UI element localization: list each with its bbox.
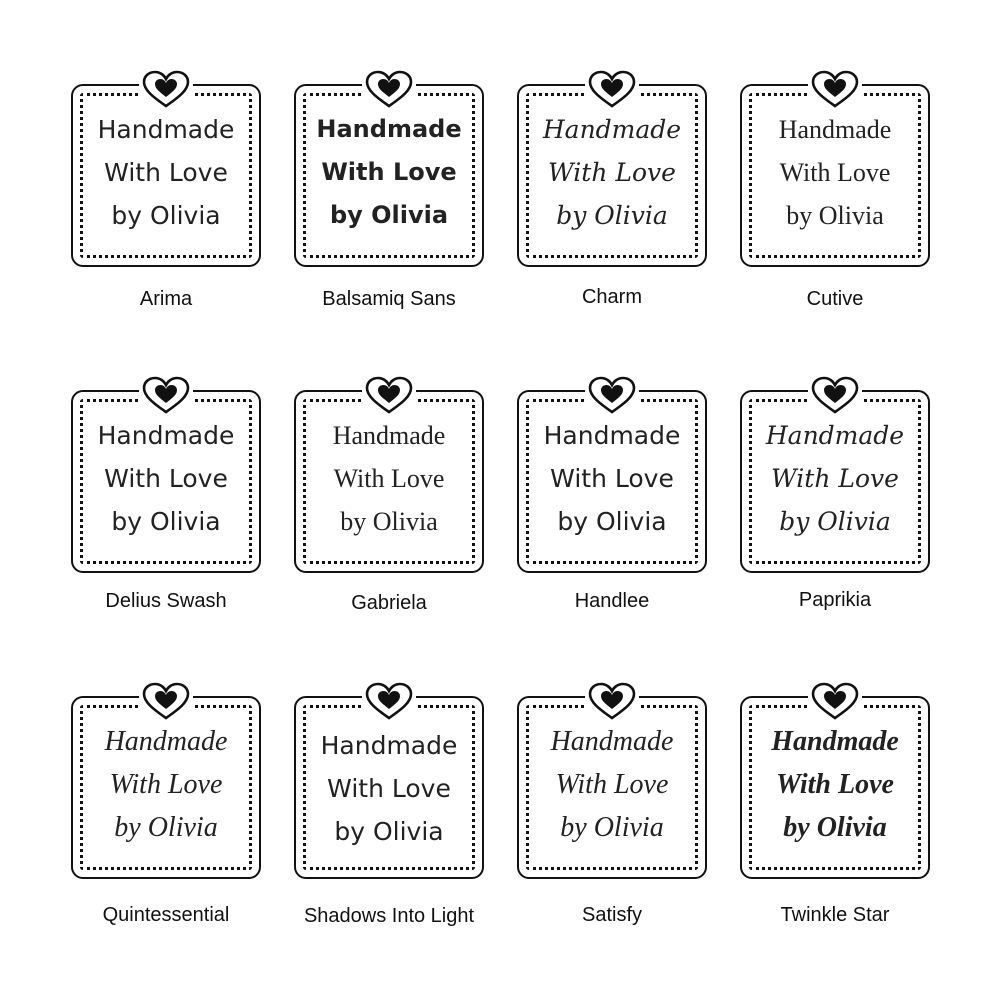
label-line-3: by Olivia xyxy=(560,812,664,843)
label-text xyxy=(294,414,484,543)
label-line-3: by Olivia xyxy=(334,817,444,846)
label-line-1: Handmade xyxy=(778,115,892,144)
label-text xyxy=(71,108,261,237)
label-line-2: With Love xyxy=(548,158,676,187)
label-line-1: Handmade xyxy=(316,115,462,143)
label-line-2: With Love xyxy=(776,769,894,800)
font-name-caption: Twinkle Star xyxy=(780,904,890,926)
heart-icon xyxy=(139,70,193,110)
font-name-caption: Balsamiq Sans xyxy=(322,288,456,310)
label-line-2: With Love xyxy=(779,158,891,187)
label-text xyxy=(517,108,707,237)
label-text xyxy=(294,724,484,853)
label-line-1: Handmade xyxy=(97,115,235,144)
label-line-1: Handmade xyxy=(765,421,905,450)
label-line-1: Handmade xyxy=(542,115,682,144)
label-text xyxy=(740,720,930,849)
font-name-caption: Satisfy xyxy=(581,904,643,926)
label-line-3: by Olivia xyxy=(556,201,668,230)
label-line-2: With Love xyxy=(771,464,899,493)
label-text xyxy=(294,108,484,237)
label-line-1: Handmade xyxy=(97,421,235,450)
label-line-3: by Olivia xyxy=(111,507,221,536)
label-line-3: by Olivia xyxy=(783,812,887,843)
font-name-caption: Arima xyxy=(139,288,193,310)
label-text xyxy=(71,720,261,849)
label-line-2: With Love xyxy=(550,464,674,493)
label-line-1: Handmade xyxy=(332,421,446,450)
label-line-1: Handmade xyxy=(771,726,899,757)
heart-icon xyxy=(808,682,862,722)
font-name-caption: Handlee xyxy=(574,590,650,612)
heart-icon xyxy=(585,70,639,110)
label-text xyxy=(517,414,707,543)
font-name-caption: Quintessential xyxy=(102,904,230,926)
label-line-1: Handmade xyxy=(543,421,681,450)
label-text xyxy=(71,414,261,543)
label-line-2: With Love xyxy=(109,769,223,800)
label-line-1: Handmade xyxy=(104,726,228,757)
label-line-2: With Love xyxy=(104,464,228,493)
heart-icon xyxy=(139,682,193,722)
label-line-2: With Love xyxy=(555,769,669,800)
label-line-1: Handmade xyxy=(320,731,458,760)
label-line-3: by Olivia xyxy=(779,507,891,536)
font-name-caption: Gabriela xyxy=(351,592,427,614)
label-text xyxy=(740,108,930,237)
heart-icon xyxy=(585,376,639,416)
label-line-3: by Olivia xyxy=(340,507,438,536)
label-line-2: With Love xyxy=(333,464,445,493)
label-text xyxy=(740,414,930,543)
label-text xyxy=(517,720,707,849)
heart-icon xyxy=(139,376,193,416)
label-line-3: by Olivia xyxy=(329,201,449,229)
heart-icon xyxy=(362,376,416,416)
heart-icon xyxy=(362,70,416,110)
font-name-caption: Shadows Into Light xyxy=(303,905,475,927)
label-line-2: With Love xyxy=(321,158,457,186)
font-name-caption: Paprikia xyxy=(798,589,872,611)
label-line-1: Handmade xyxy=(550,726,674,757)
label-line-2: With Love xyxy=(327,774,451,803)
label-line-3: by Olivia xyxy=(786,201,884,230)
label-line-2: With Love xyxy=(104,158,228,187)
label-line-3: by Olivia xyxy=(114,812,218,843)
font-name-caption: Delius Swash xyxy=(105,590,227,612)
heart-icon xyxy=(585,682,639,722)
label-line-3: by Olivia xyxy=(557,507,667,536)
font-name-caption: Cutive xyxy=(806,288,864,310)
heart-icon xyxy=(362,682,416,722)
font-name-caption: Charm xyxy=(581,286,642,308)
heart-icon xyxy=(808,70,862,110)
label-line-3: by Olivia xyxy=(111,201,221,230)
heart-icon xyxy=(808,376,862,416)
